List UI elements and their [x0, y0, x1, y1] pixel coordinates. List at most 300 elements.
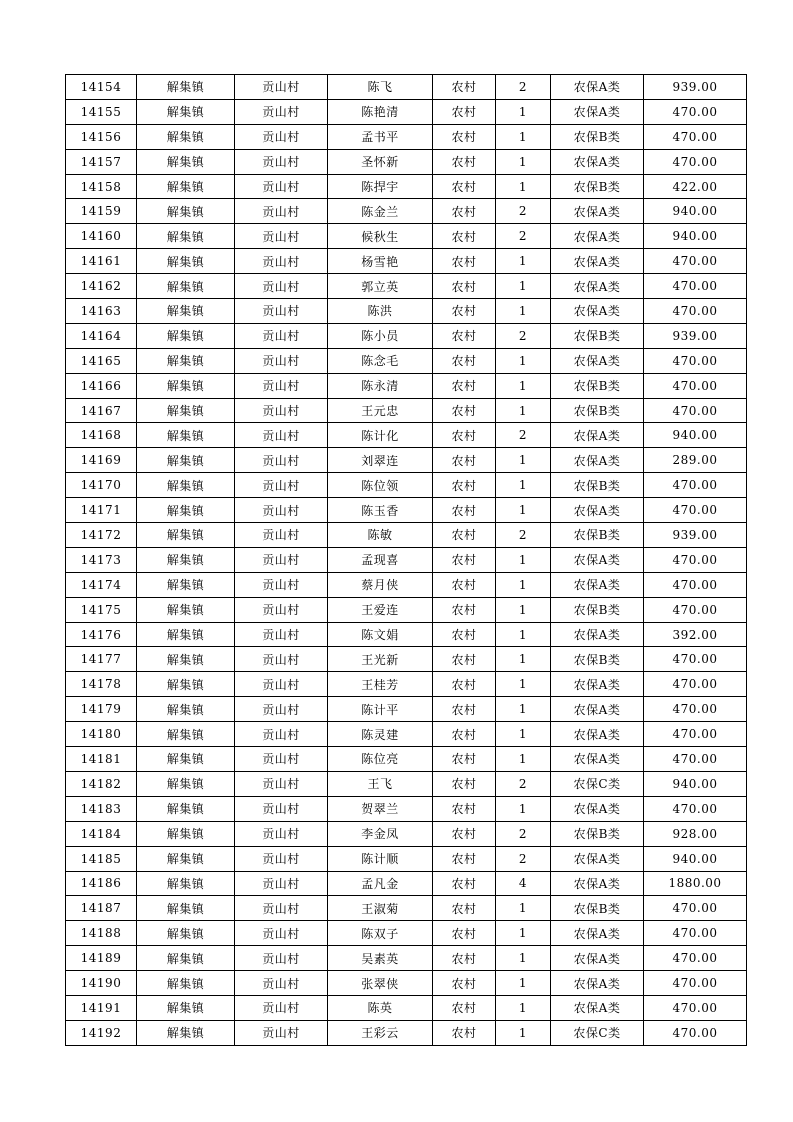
- table-row: [66, 149, 747, 174]
- cell-village: 贡山村: [235, 224, 328, 249]
- cell-amount: 470.00: [644, 672, 747, 697]
- cell-name: 陈洪: [328, 299, 433, 324]
- cell-amount: 470.00: [644, 498, 747, 523]
- cell-count: 1: [496, 174, 551, 199]
- cell-type: 农村: [433, 299, 496, 324]
- cell-name: 蔡月侠: [328, 572, 433, 597]
- cell-category: 农保A类: [551, 672, 644, 697]
- cell-count: 1: [496, 373, 551, 398]
- cell-name: 陈金兰: [328, 199, 433, 224]
- cell-category: 农保A类: [551, 224, 644, 249]
- cell-town: 解集镇: [137, 622, 235, 647]
- cell-name: 陈捍宇: [328, 174, 433, 199]
- cell-type: 农村: [433, 622, 496, 647]
- cell-type: 农村: [433, 224, 496, 249]
- cell-amount: 470.00: [644, 971, 747, 996]
- cell-village: 贡山村: [235, 398, 328, 423]
- table-row: [66, 348, 747, 373]
- cell-category: 农保A类: [551, 299, 644, 324]
- cell-town: 解集镇: [137, 373, 235, 398]
- cell-type: 农村: [433, 796, 496, 821]
- cell-name: 圣怀新: [328, 149, 433, 174]
- table-row: [66, 199, 747, 224]
- cell-count: 1: [496, 99, 551, 124]
- cell-category: 农保B类: [551, 373, 644, 398]
- cell-type: 农村: [433, 871, 496, 896]
- table-row: [66, 274, 747, 299]
- cell-id: 14174: [66, 572, 137, 597]
- cell-amount: 470.00: [644, 697, 747, 722]
- cell-amount: 1880.00: [644, 871, 747, 896]
- cell-category: 农保B类: [551, 323, 644, 348]
- table-row: [66, 75, 747, 100]
- cell-id: 14192: [66, 1020, 137, 1045]
- cell-town: 解集镇: [137, 174, 235, 199]
- cell-count: 2: [496, 423, 551, 448]
- cell-town: 解集镇: [137, 921, 235, 946]
- cell-name: 王元忠: [328, 398, 433, 423]
- cell-category: 农保A类: [551, 99, 644, 124]
- cell-count: 2: [496, 199, 551, 224]
- cell-amount: 470.00: [644, 249, 747, 274]
- cell-id: 14170: [66, 473, 137, 498]
- table-row: [66, 224, 747, 249]
- cell-name: 陈计顺: [328, 846, 433, 871]
- cell-id: 14173: [66, 547, 137, 572]
- cell-category: 农保A类: [551, 622, 644, 647]
- cell-town: 解集镇: [137, 224, 235, 249]
- cell-village: 贡山村: [235, 274, 328, 299]
- table-row: [66, 299, 747, 324]
- cell-town: 解集镇: [137, 149, 235, 174]
- cell-name: 吴素英: [328, 946, 433, 971]
- cell-amount: 470.00: [644, 796, 747, 821]
- table-row: [66, 473, 747, 498]
- cell-amount: 940.00: [644, 423, 747, 448]
- cell-town: 解集镇: [137, 846, 235, 871]
- cell-amount: 470.00: [644, 747, 747, 772]
- cell-town: 解集镇: [137, 747, 235, 772]
- cell-village: 贡山村: [235, 124, 328, 149]
- table-row: [66, 1020, 747, 1045]
- cell-name: 陈双子: [328, 921, 433, 946]
- cell-count: 1: [496, 448, 551, 473]
- cell-amount: 470.00: [644, 99, 747, 124]
- cell-type: 农村: [433, 348, 496, 373]
- cell-id: 14183: [66, 796, 137, 821]
- cell-category: 农保B类: [551, 523, 644, 548]
- cell-id: 14154: [66, 75, 137, 100]
- cell-village: 贡山村: [235, 747, 328, 772]
- cell-count: 1: [496, 672, 551, 697]
- cell-village: 贡山村: [235, 796, 328, 821]
- table-row: [66, 373, 747, 398]
- cell-name: 陈永清: [328, 373, 433, 398]
- table-row: [66, 448, 747, 473]
- cell-category: 农保A类: [551, 498, 644, 523]
- cell-amount: 940.00: [644, 771, 747, 796]
- cell-village: 贡山村: [235, 896, 328, 921]
- cell-name: 王桂芳: [328, 672, 433, 697]
- cell-village: 贡山村: [235, 473, 328, 498]
- cell-id: 14161: [66, 249, 137, 274]
- cell-name: 陈敏: [328, 523, 433, 548]
- cell-count: 2: [496, 846, 551, 871]
- cell-type: 农村: [433, 373, 496, 398]
- cell-town: 解集镇: [137, 572, 235, 597]
- cell-village: 贡山村: [235, 672, 328, 697]
- cell-town: 解集镇: [137, 722, 235, 747]
- cell-village: 贡山村: [235, 299, 328, 324]
- table-row: [66, 871, 747, 896]
- cell-type: 农村: [433, 572, 496, 597]
- cell-count: 1: [496, 796, 551, 821]
- cell-amount: 470.00: [644, 299, 747, 324]
- cell-id: 14177: [66, 647, 137, 672]
- cell-category: 农保B类: [551, 124, 644, 149]
- cell-village: 贡山村: [235, 846, 328, 871]
- cell-type: 农村: [433, 597, 496, 622]
- cell-type: 农村: [433, 199, 496, 224]
- cell-type: 农村: [433, 274, 496, 299]
- cell-name: 候秋生: [328, 224, 433, 249]
- cell-category: 农保A类: [551, 697, 644, 722]
- cell-village: 贡山村: [235, 174, 328, 199]
- cell-count: 1: [496, 1020, 551, 1045]
- cell-count: 1: [496, 299, 551, 324]
- cell-name: 陈位领: [328, 473, 433, 498]
- cell-town: 解集镇: [137, 995, 235, 1020]
- table-row: [66, 174, 747, 199]
- cell-town: 解集镇: [137, 821, 235, 846]
- cell-count: 1: [496, 124, 551, 149]
- cell-name: 王淑菊: [328, 896, 433, 921]
- cell-type: 农村: [433, 498, 496, 523]
- cell-count: 2: [496, 771, 551, 796]
- cell-town: 解集镇: [137, 75, 235, 100]
- cell-town: 解集镇: [137, 473, 235, 498]
- cell-type: 农村: [433, 771, 496, 796]
- cell-id: 14186: [66, 871, 137, 896]
- cell-village: 贡山村: [235, 821, 328, 846]
- cell-count: 1: [496, 896, 551, 921]
- cell-town: 解集镇: [137, 796, 235, 821]
- cell-amount: 392.00: [644, 622, 747, 647]
- cell-amount: 470.00: [644, 373, 747, 398]
- cell-amount: 422.00: [644, 174, 747, 199]
- cell-count: 1: [496, 348, 551, 373]
- cell-amount: 289.00: [644, 448, 747, 473]
- cell-category: 农保A类: [551, 946, 644, 971]
- cell-category: 农保A类: [551, 274, 644, 299]
- cell-type: 农村: [433, 398, 496, 423]
- cell-count: 2: [496, 523, 551, 548]
- cell-town: 解集镇: [137, 448, 235, 473]
- cell-count: 1: [496, 597, 551, 622]
- cell-type: 农村: [433, 747, 496, 772]
- cell-name: 贺翠兰: [328, 796, 433, 821]
- cell-category: 农保A类: [551, 747, 644, 772]
- cell-type: 农村: [433, 697, 496, 722]
- cell-id: 14184: [66, 821, 137, 846]
- cell-id: 14172: [66, 523, 137, 548]
- cell-name: 陈玉香: [328, 498, 433, 523]
- cell-type: 农村: [433, 523, 496, 548]
- cell-town: 解集镇: [137, 896, 235, 921]
- table-row: [66, 398, 747, 423]
- cell-id: 14176: [66, 622, 137, 647]
- cell-name: 陈位亮: [328, 747, 433, 772]
- cell-type: 农村: [433, 722, 496, 747]
- cell-village: 贡山村: [235, 498, 328, 523]
- cell-village: 贡山村: [235, 448, 328, 473]
- cell-count: 1: [496, 622, 551, 647]
- cell-type: 农村: [433, 821, 496, 846]
- cell-amount: 940.00: [644, 846, 747, 871]
- cell-id: 14162: [66, 274, 137, 299]
- cell-category: 农保B类: [551, 473, 644, 498]
- table-row: [66, 597, 747, 622]
- cell-count: 1: [496, 547, 551, 572]
- cell-id: 14178: [66, 672, 137, 697]
- cell-type: 农村: [433, 174, 496, 199]
- cell-category: 农保A类: [551, 149, 644, 174]
- cell-amount: 939.00: [644, 523, 747, 548]
- cell-id: 14155: [66, 99, 137, 124]
- table-row: [66, 722, 747, 747]
- cell-count: 2: [496, 75, 551, 100]
- cell-name: 陈小员: [328, 323, 433, 348]
- cell-category: 农保A类: [551, 348, 644, 373]
- cell-town: 解集镇: [137, 946, 235, 971]
- cell-id: 14165: [66, 348, 137, 373]
- cell-village: 贡山村: [235, 921, 328, 946]
- cell-amount: 470.00: [644, 473, 747, 498]
- cell-name: 张翠侠: [328, 971, 433, 996]
- cell-id: 14189: [66, 946, 137, 971]
- cell-town: 解集镇: [137, 871, 235, 896]
- cell-id: 14180: [66, 722, 137, 747]
- cell-amount: 939.00: [644, 75, 747, 100]
- cell-village: 贡山村: [235, 597, 328, 622]
- cell-id: 14158: [66, 174, 137, 199]
- table-row: [66, 846, 747, 871]
- cell-village: 贡山村: [235, 1020, 328, 1045]
- cell-count: 1: [496, 722, 551, 747]
- cell-count: 1: [496, 398, 551, 423]
- cell-village: 贡山村: [235, 622, 328, 647]
- cell-count: 1: [496, 921, 551, 946]
- cell-type: 农村: [433, 249, 496, 274]
- cell-name: 杨雪艳: [328, 249, 433, 274]
- cell-town: 解集镇: [137, 498, 235, 523]
- cell-name: 陈艳清: [328, 99, 433, 124]
- cell-amount: 470.00: [644, 124, 747, 149]
- cell-id: 14179: [66, 697, 137, 722]
- table-row: [66, 771, 747, 796]
- cell-name: 陈灵建: [328, 722, 433, 747]
- cell-name: 孟凡金: [328, 871, 433, 896]
- cell-village: 贡山村: [235, 149, 328, 174]
- cell-count: 2: [496, 323, 551, 348]
- cell-type: 农村: [433, 1020, 496, 1045]
- cell-town: 解集镇: [137, 1020, 235, 1045]
- cell-type: 农村: [433, 995, 496, 1020]
- table-row: [66, 672, 747, 697]
- cell-amount: 928.00: [644, 821, 747, 846]
- table-row: [66, 747, 747, 772]
- cell-category: 农保B类: [551, 174, 644, 199]
- cell-name: 陈飞: [328, 75, 433, 100]
- cell-town: 解集镇: [137, 274, 235, 299]
- table-row: [66, 921, 747, 946]
- cell-name: 刘翠连: [328, 448, 433, 473]
- cell-count: 1: [496, 249, 551, 274]
- cell-amount: 470.00: [644, 149, 747, 174]
- cell-id: 14181: [66, 747, 137, 772]
- cell-count: 2: [496, 821, 551, 846]
- cell-village: 贡山村: [235, 995, 328, 1020]
- cell-category: 农保A类: [551, 871, 644, 896]
- cell-category: 农保B类: [551, 398, 644, 423]
- cell-type: 农村: [433, 672, 496, 697]
- cell-amount: 470.00: [644, 921, 747, 946]
- cell-type: 农村: [433, 971, 496, 996]
- cell-type: 农村: [433, 896, 496, 921]
- cell-type: 农村: [433, 473, 496, 498]
- cell-name: 郭立英: [328, 274, 433, 299]
- cell-category: 农保B类: [551, 821, 644, 846]
- table-row: [66, 647, 747, 672]
- cell-name: 孟书平: [328, 124, 433, 149]
- table-row: [66, 547, 747, 572]
- cell-type: 农村: [433, 99, 496, 124]
- cell-amount: 940.00: [644, 224, 747, 249]
- cell-town: 解集镇: [137, 99, 235, 124]
- table-row: [66, 423, 747, 448]
- cell-id: 14166: [66, 373, 137, 398]
- cell-village: 贡山村: [235, 199, 328, 224]
- cell-category: 农保A类: [551, 722, 644, 747]
- cell-town: 解集镇: [137, 323, 235, 348]
- cell-id: 14168: [66, 423, 137, 448]
- cell-village: 贡山村: [235, 572, 328, 597]
- cell-count: 1: [496, 647, 551, 672]
- cell-town: 解集镇: [137, 199, 235, 224]
- cell-name: 陈计化: [328, 423, 433, 448]
- cell-town: 解集镇: [137, 523, 235, 548]
- cell-category: 农保B类: [551, 896, 644, 921]
- cell-category: 农保A类: [551, 971, 644, 996]
- table-row: [66, 896, 747, 921]
- cell-amount: 470.00: [644, 995, 747, 1020]
- cell-count: 1: [496, 995, 551, 1020]
- cell-category: 农保B类: [551, 597, 644, 622]
- cell-category: 农保A类: [551, 547, 644, 572]
- cell-amount: 470.00: [644, 547, 747, 572]
- cell-id: 14188: [66, 921, 137, 946]
- cell-name: 王飞: [328, 771, 433, 796]
- cell-count: 1: [496, 274, 551, 299]
- cell-village: 贡山村: [235, 771, 328, 796]
- cell-id: 14190: [66, 971, 137, 996]
- table-row: [66, 971, 747, 996]
- cell-type: 农村: [433, 846, 496, 871]
- cell-name: 李金凤: [328, 821, 433, 846]
- cell-name: 陈念毛: [328, 348, 433, 373]
- cell-amount: 470.00: [644, 398, 747, 423]
- cell-village: 贡山村: [235, 373, 328, 398]
- cell-town: 解集镇: [137, 348, 235, 373]
- cell-type: 农村: [433, 448, 496, 473]
- cell-village: 贡山村: [235, 547, 328, 572]
- cell-name: 王彩云: [328, 1020, 433, 1045]
- cell-id: 14175: [66, 597, 137, 622]
- cell-town: 解集镇: [137, 299, 235, 324]
- cell-name: 陈文娟: [328, 622, 433, 647]
- cell-id: 14163: [66, 299, 137, 324]
- cell-category: 农保C类: [551, 771, 644, 796]
- cell-count: 1: [496, 946, 551, 971]
- cell-type: 农村: [433, 323, 496, 348]
- cell-count: 1: [496, 149, 551, 174]
- cell-type: 农村: [433, 423, 496, 448]
- table-row: [66, 99, 747, 124]
- cell-amount: 470.00: [644, 647, 747, 672]
- table-row: [66, 323, 747, 348]
- cell-amount: 470.00: [644, 274, 747, 299]
- cell-type: 农村: [433, 547, 496, 572]
- cell-category: 农保A类: [551, 75, 644, 100]
- cell-village: 贡山村: [235, 871, 328, 896]
- cell-category: 农保A类: [551, 199, 644, 224]
- cell-type: 农村: [433, 921, 496, 946]
- cell-id: 14171: [66, 498, 137, 523]
- table-row: [66, 523, 747, 548]
- cell-village: 贡山村: [235, 249, 328, 274]
- cell-category: 农保C类: [551, 1020, 644, 1045]
- cell-amount: 470.00: [644, 722, 747, 747]
- table-row: [66, 498, 747, 523]
- cell-count: 1: [496, 572, 551, 597]
- cell-count: 1: [496, 498, 551, 523]
- cell-name: 陈英: [328, 995, 433, 1020]
- cell-type: 农村: [433, 124, 496, 149]
- cell-village: 贡山村: [235, 423, 328, 448]
- cell-category: 农保A类: [551, 796, 644, 821]
- cell-amount: 470.00: [644, 348, 747, 373]
- cell-count: 4: [496, 871, 551, 896]
- cell-count: 1: [496, 473, 551, 498]
- cell-town: 解集镇: [137, 672, 235, 697]
- cell-village: 贡山村: [235, 348, 328, 373]
- cell-town: 解集镇: [137, 647, 235, 672]
- cell-type: 农村: [433, 946, 496, 971]
- table-row: [66, 572, 747, 597]
- cell-name: 王光新: [328, 647, 433, 672]
- cell-town: 解集镇: [137, 971, 235, 996]
- cell-id: 14169: [66, 448, 137, 473]
- cell-category: 农保A类: [551, 921, 644, 946]
- cell-town: 解集镇: [137, 597, 235, 622]
- cell-category: 农保A类: [551, 846, 644, 871]
- cell-id: 14156: [66, 124, 137, 149]
- cell-town: 解集镇: [137, 547, 235, 572]
- cell-type: 农村: [433, 149, 496, 174]
- cell-count: 1: [496, 747, 551, 772]
- cell-town: 解集镇: [137, 423, 235, 448]
- cell-id: 14185: [66, 846, 137, 871]
